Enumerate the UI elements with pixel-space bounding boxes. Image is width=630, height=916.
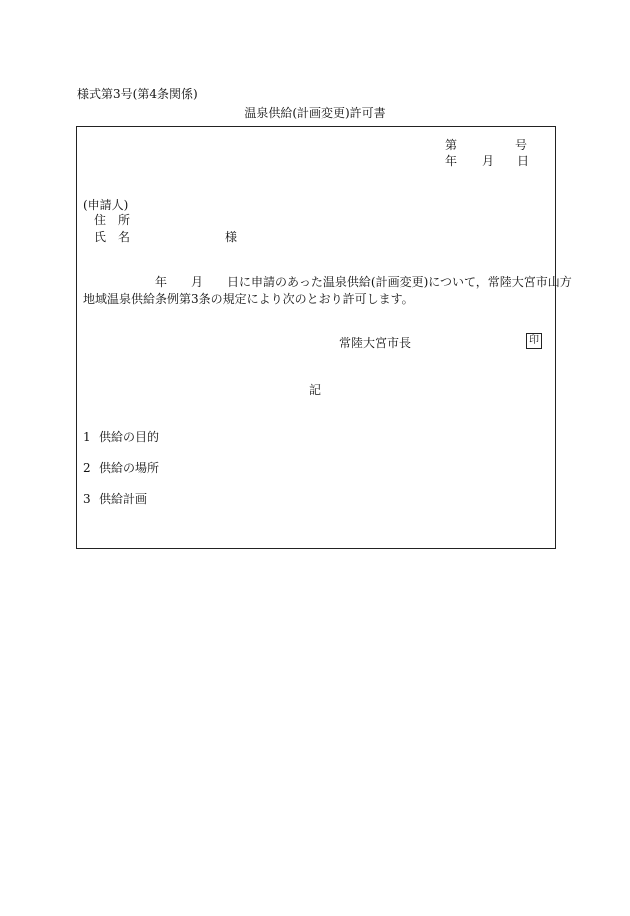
honorific: 様 xyxy=(225,230,238,244)
body-text-line-1: 年 月 日に申請のあった温泉供給(計画変更)について，常陸大宮市山方 xyxy=(83,275,572,289)
date-day: 日 xyxy=(517,154,530,168)
list-item xyxy=(83,459,159,476)
item-number: 2 xyxy=(83,461,91,475)
body-text-line-2: 地域温泉供給条例第3条の規定により次のとおり許可します。 xyxy=(83,292,414,306)
applicant-heading: (申請人) xyxy=(83,198,129,212)
item-label: 供給計画 xyxy=(99,492,148,506)
item-label: 供給の目的 xyxy=(99,430,160,444)
ki-heading: 記 xyxy=(308,383,321,397)
number-prefix: 第 xyxy=(445,138,458,152)
form-number-label: 様式第3号(第4条関係) xyxy=(77,87,198,101)
date-month: 月 xyxy=(482,154,495,168)
list-item xyxy=(83,490,147,507)
document-title: 温泉供給(計画変更)許可書 xyxy=(244,106,386,120)
issuer-name: 常陸大宮市長 xyxy=(339,336,412,350)
name-label: 氏 名 xyxy=(94,230,131,244)
date-year: 年 xyxy=(445,154,458,168)
permit-number-line xyxy=(445,136,527,153)
seal-mark: 印 xyxy=(526,333,542,349)
document-frame xyxy=(76,126,556,549)
address-label: 住 所 xyxy=(94,213,131,227)
list-item xyxy=(83,428,159,445)
item-number: 3 xyxy=(83,492,91,506)
item-label: 供給の場所 xyxy=(99,461,160,475)
number-suffix: 号 xyxy=(514,138,527,152)
item-number: 1 xyxy=(83,430,91,444)
